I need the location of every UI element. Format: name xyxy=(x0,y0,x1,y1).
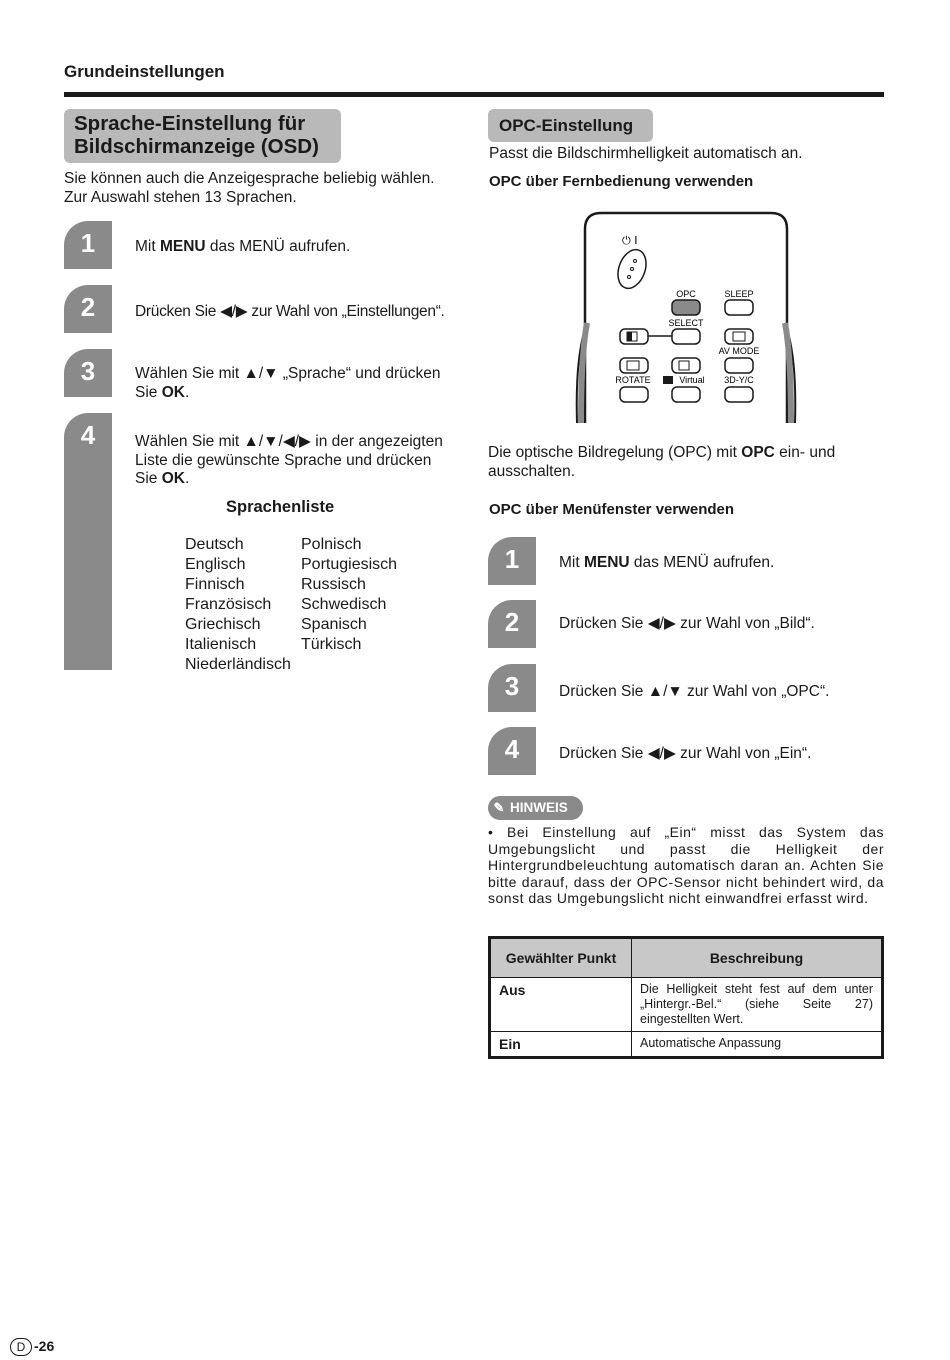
right-step-2-badge: 2 xyxy=(488,600,536,648)
lang-item: Türkisch xyxy=(301,636,362,653)
page-number: D -26 xyxy=(10,1338,54,1356)
table-cell-key: Ein xyxy=(490,1032,632,1058)
left-title-line1: Sprache-Einstellung für xyxy=(74,112,306,135)
remote-avmode-label: AV MODE xyxy=(718,346,760,356)
opc-table xyxy=(488,936,884,1059)
hinweis-badge: ✎ HINWEIS xyxy=(488,796,583,820)
table-row xyxy=(490,978,883,1032)
lang-item: Finnisch xyxy=(185,576,245,593)
lang-item: Griechisch xyxy=(185,616,261,633)
lang-item: Englisch xyxy=(185,556,246,573)
left-step-2-text: Drücken Sie ◀/▶ zur Wahl von „Einstellungen“. xyxy=(135,303,445,320)
language-list-heading: Sprachenliste xyxy=(226,498,335,516)
remote-control-illustration xyxy=(575,205,800,425)
right-step-3-text: Drücken Sie ▲/▼ zur Wahl von „OPC“. xyxy=(559,683,830,700)
opc-remote-text: Die optische Bildregelung (OPC) mit OPC ein- und ausschalten. xyxy=(488,444,836,480)
remote-yc-label: 3D-Y/C xyxy=(724,375,754,385)
right-step-4-text: Drücken Sie ◀/▶ zur Wahl von „Ein“. xyxy=(559,745,812,762)
right-step-1-text: Mit MENU das MENÜ aufrufen. xyxy=(559,554,775,571)
right-step-2-text: Drücken Sie ◀/▶ zur Wahl von „Bild“. xyxy=(559,615,815,632)
left-step-2-badge: 2 xyxy=(64,285,112,333)
left-step-3-badge: 3 xyxy=(64,349,112,397)
right-intro: Passt die Bildschirmhelligkeit automatisch an. xyxy=(489,145,803,162)
lang-item: Schwedisch xyxy=(301,596,387,613)
lang-item: Italienisch xyxy=(185,636,257,653)
lang-item: Niederländisch xyxy=(185,656,291,673)
table-row xyxy=(490,1032,883,1058)
right-title: OPC-Einstellung xyxy=(488,109,653,142)
right-step-1-badge: 1 xyxy=(488,537,536,585)
remote-rotate-label: ROTATE xyxy=(615,375,651,385)
table-header: Gewählter Punkt xyxy=(490,938,632,978)
table-cell-value: Automatische Anpassung xyxy=(632,1032,883,1058)
language-list-col2 xyxy=(301,535,397,655)
remote-virtual-label: Virtual xyxy=(679,375,705,385)
right-sub-remote: OPC über Fernbedienung verwenden xyxy=(489,173,754,190)
language-list-col1 xyxy=(185,535,291,675)
lang-item: Spanisch xyxy=(301,616,367,633)
lang-item: Portugiesisch xyxy=(301,556,398,573)
paperclip-icon: ✎ xyxy=(493,800,505,815)
hinweis-note: • Bei Einstellung auf „Ein“ misst das System das Umgebungslicht und passt die Helligkeit der Hintergrundbeleuchtung automatisch daran an. Achten Sie bitte darauf, dass der OPC-Sensor nicht behindert wird, da sonst das Umgebungslicht nicht einwandfrei erfasst wird. xyxy=(488,824,884,906)
remote-power-label: ⏻ I xyxy=(622,234,638,247)
region-badge: D xyxy=(10,1338,32,1356)
lang-item: Polnisch xyxy=(301,536,362,553)
table-cell-key: Aus xyxy=(490,978,632,1032)
header-rule xyxy=(64,92,884,97)
table-header: Beschreibung xyxy=(632,938,883,978)
right-sub-menu: OPC über Menüfenster verwenden xyxy=(489,501,735,518)
left-step-3-text: Wählen Sie mit ▲/▼ „Sprache“ und drücken Sie OK. xyxy=(135,365,441,401)
right-step-4-badge: 4 xyxy=(488,727,536,775)
remote-sleep-label: SLEEP xyxy=(724,289,754,299)
left-step-4-badge: 4 xyxy=(64,413,112,670)
remote-select-label: SELECT xyxy=(668,318,704,328)
left-step-1-text: Mit MENU das MENÜ aufrufen. xyxy=(135,238,351,255)
left-step-1-badge: 1 xyxy=(64,221,112,269)
table-header-row xyxy=(490,938,883,978)
left-intro-line1: Sie können auch die Anzeigesprache beliebig wählen. xyxy=(64,170,435,187)
left-title xyxy=(64,109,341,163)
lang-item: Deutsch xyxy=(185,536,244,553)
right-step-3-badge: 3 xyxy=(488,664,536,712)
remote-opc-label: OPC xyxy=(676,289,696,299)
left-step-4-text: Wählen Sie mit ▲/▼/◀/▶ in der angezeigten Liste die gewünschte Sprache und drücken Sie OK. xyxy=(135,433,443,487)
table-cell-value: Die Helligkeit steht fest auf dem unter „Hintergr.-Bel.“ (siehe Seite 27) eingestellten Wert. xyxy=(632,978,883,1032)
left-intro-line2: Zur Auswahl stehen 13 Sprachen. xyxy=(64,188,297,206)
lang-item: Russisch xyxy=(301,576,366,593)
lang-item: Französisch xyxy=(185,596,272,613)
section-heading: Grundeinstellungen xyxy=(64,62,225,81)
left-intro xyxy=(64,170,435,207)
left-title-line2: Bildschirmanzeige (OSD) xyxy=(74,135,319,158)
page-number-value: 26 xyxy=(38,1338,55,1354)
